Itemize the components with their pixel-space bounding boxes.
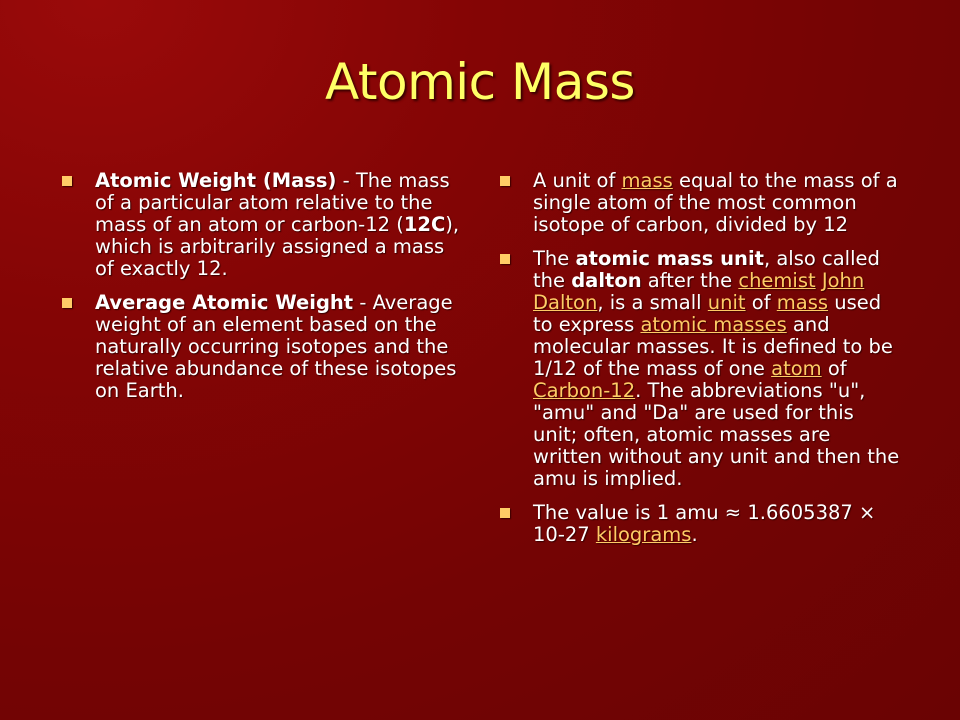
body-text: equal to the mass of a single atom of the most common isotope of carbon, divided by 12 bbox=[533, 169, 898, 236]
link-john-dalton[interactable]: John Dalton bbox=[533, 269, 865, 314]
term-atomic-weight: Atomic Weight (Mass) bbox=[95, 169, 337, 192]
link-mass[interactable]: mass bbox=[621, 169, 673, 192]
bullet-item-atomic-mass-unit bbox=[500, 248, 900, 490]
slide-title: Atomic Mass bbox=[325, 53, 635, 111]
body-text: , also called the bbox=[533, 247, 880, 292]
bullet-item-atomic-weight bbox=[62, 170, 462, 280]
body-text: and molecular masses. It is defined to be 1/12 of the mass of one bbox=[533, 313, 893, 380]
left-column bbox=[62, 170, 462, 414]
body-text: used to express bbox=[533, 291, 882, 336]
term-atomic-mass-unit: atomic mass unit bbox=[575, 247, 764, 270]
body-text: , is a small bbox=[597, 291, 708, 314]
square-bullet-icon bbox=[500, 254, 510, 264]
link-mass[interactable]: mass bbox=[776, 291, 829, 314]
body-text: The value is 1 amu ≈ 1.6605387 × 10-27 bbox=[533, 501, 876, 546]
square-bullet-icon bbox=[62, 298, 72, 308]
link-atomic-masses[interactable]: atomic masses bbox=[640, 313, 787, 336]
body-text: of bbox=[745, 291, 777, 314]
square-bullet-icon bbox=[500, 508, 510, 518]
definition-text: ), which is arbitrarily assigned a mass of exactly 12. bbox=[95, 213, 460, 280]
bullet-item-unit-of-mass bbox=[500, 170, 900, 236]
term-dalton: dalton bbox=[571, 269, 642, 292]
term-average-atomic-weight: Average Atomic Weight bbox=[95, 291, 354, 314]
definition-text: - The mass of a particular atom relative to the mass of an atom or carbon-12 ( bbox=[95, 169, 450, 236]
link-unit[interactable]: unit bbox=[707, 291, 746, 314]
body-text: after the bbox=[641, 269, 739, 292]
term-12c: 12C bbox=[403, 213, 446, 236]
body-text: The bbox=[533, 247, 576, 270]
body-text: A unit of bbox=[533, 169, 622, 192]
bullet-item-average-atomic-weight bbox=[62, 292, 462, 402]
definition-text: - Average weight of an element based on the naturally occurring isotopes and the relative abundance of these isotopes on Earth. bbox=[95, 291, 457, 402]
square-bullet-icon bbox=[500, 176, 510, 186]
square-bullet-icon bbox=[62, 176, 72, 186]
body-text: . The abbreviations "u", "amu" and "Da" are used for this unit; often, atomic masses are written without any unit and then the amu is implied. bbox=[533, 379, 900, 490]
right-column bbox=[500, 170, 900, 558]
bullet-item-amu-value bbox=[500, 502, 900, 546]
link-carbon-12[interactable]: Carbon-12 bbox=[533, 379, 636, 402]
body-text: . bbox=[691, 523, 698, 546]
link-atom[interactable]: atom bbox=[771, 357, 822, 380]
link-kilograms[interactable]: kilograms bbox=[595, 523, 692, 546]
link-chemist[interactable]: chemist bbox=[738, 269, 816, 292]
body-text: of bbox=[821, 357, 847, 380]
